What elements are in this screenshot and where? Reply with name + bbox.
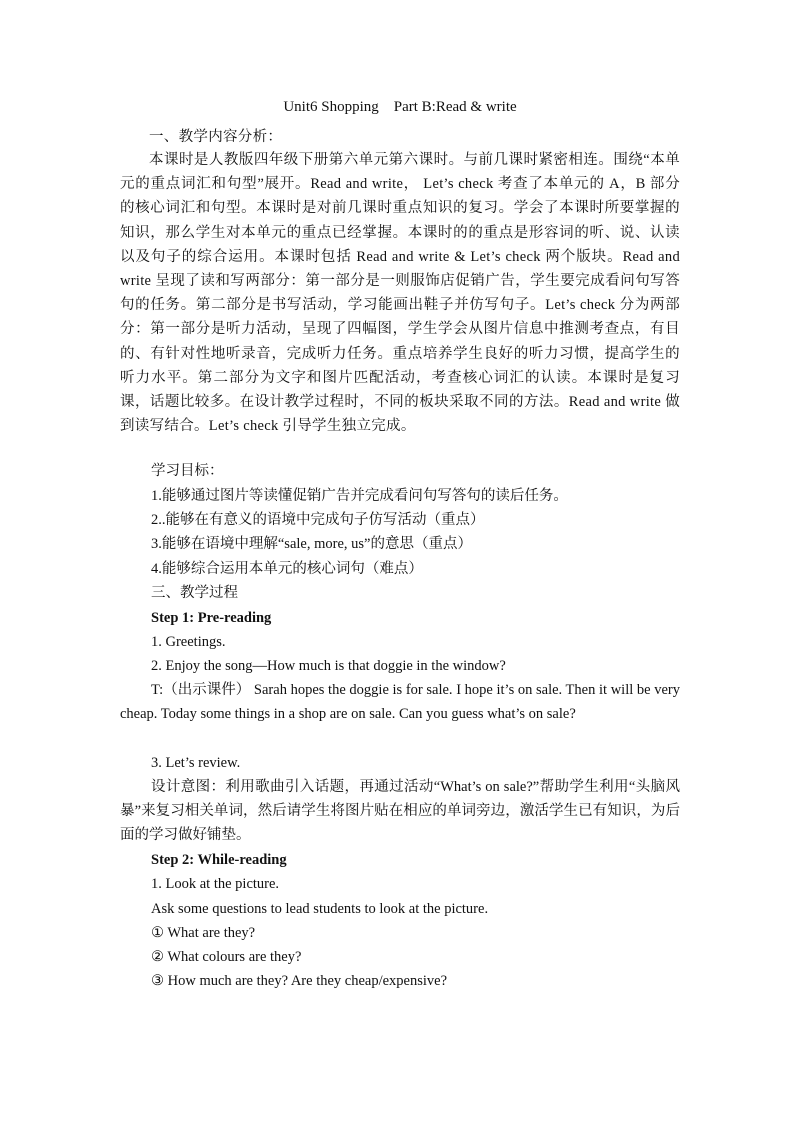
section3-heading: 三、教学过程 bbox=[151, 585, 238, 601]
objective-item-2: 2..能够在有意义的语境中完成句子仿写活动（重点） bbox=[151, 512, 485, 528]
question-3: ③ How much are they? Are they cheap/expensive? bbox=[151, 973, 448, 989]
step1-heading: Step 1: Pre-reading bbox=[151, 610, 272, 626]
objectives-heading: 学习目标： bbox=[151, 463, 224, 479]
teacher-text: T:（出示课件） Sarah hopes the doggie is for sale. I hope it’s on sale. Then it will be very cheap. Today some things in a shop are on sale. Can you guess what’s on sale? bbox=[120, 682, 680, 723]
objective-item-1: 1.能够通过图片等读懂促销广告并完成看问句写答句的读后任务。 bbox=[151, 488, 568, 504]
objective-item-3: 3.能够在语境中理解“sale, more, us”的意思（重点） bbox=[151, 536, 472, 552]
question-2: ② What colours are they? bbox=[151, 949, 302, 965]
analysis-block bbox=[120, 125, 680, 149]
design-intent: 设计意图：利用歌曲引入话题，再通过活动“What’s on sale?”帮助学生利用“头脑风暴”来复习相关单词，然后请学生将图片贴在相应的单词旁边，激活学生已有知识，为后面的学习做好铺垫。 bbox=[120, 779, 680, 844]
objective-item-4: 4.能够综合运用本单元的核心词句（难点） bbox=[151, 561, 423, 577]
step2-heading: Step 2: While-reading bbox=[151, 852, 287, 868]
question-1: ① What are they? bbox=[151, 925, 256, 941]
page-title: Unit6 Shopping Part B:Read & write bbox=[283, 99, 517, 115]
analysis-paragraph: 本课时是人教版四年级下册第六单元第六课时。与前几课时紧密相连。围绕“本单元的重点词汇和句型”展开。Read and write， Let’s check 考查了本单元的 A，B 部分的核心词汇和句型。本课时是对前几课时重点知识的复习。学会了本课时所要掌握的知识，那么学生对本单元的重点已经掌握。本课时的的重点是形容词的听、说、认读以及句子的综合运用。本课时包括 Read and write & Let’s check 两个版块。Read and write 呈现了读和写两部分：第一部分是一则服饰店促销广告，学生要完成看问句写答句的任务。第二部分是书写活动，学习能画出鞋子并仿写句子。Let’s check 分为两部分：第一部分是听力活动，呈现了四幅图，学生学会从图片信息中推测考查点，有目的、有针对性地听录音，完成听力任务。重点培养学生良好的听力习惯，提高学生的听力水平。第二部分为文字和图片匹配活动，考查核心词汇的认读。本课时是复习课，话题比较多。在设计教学过程时，不同的板块采取不同的方法。Read and write 做到读写结合。Let’s check 引导学生独立完成。 bbox=[120, 152, 680, 435]
step1-item-1: 1. Greetings. bbox=[151, 634, 226, 650]
section1-heading: 一、教学内容分析： bbox=[149, 129, 283, 145]
step1-item-3: 3. Let’s review. bbox=[151, 755, 241, 771]
step2-item-1: 1. Look at the picture. bbox=[151, 876, 280, 892]
step1-item-2: 2. Enjoy the song—How much is that doggie in the window? bbox=[151, 658, 506, 674]
step2-instruction: Ask some questions to lead students to look at the picture. bbox=[151, 901, 489, 917]
